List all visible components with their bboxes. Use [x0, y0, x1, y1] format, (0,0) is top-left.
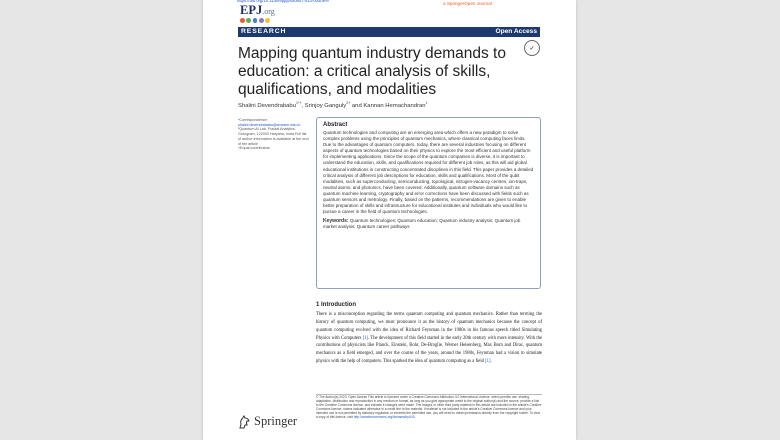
- logo-dot: [240, 18, 245, 23]
- introduction-heading: 1 Introduction: [316, 302, 356, 308]
- author-name[interactable]: Srinjoy Ganguly: [304, 102, 347, 109]
- keywords-list: Quantum technologies; Quantum education; Quantum industry analysis; Quantum job market analysis; Quantum career pathways: [323, 218, 521, 230]
- logo-dot: [265, 18, 270, 23]
- author-name[interactable]: Kannan Hemachandran: [363, 102, 426, 109]
- check-for-updates-icon[interactable]: ✓: [524, 40, 540, 56]
- keywords-label: Keywords:: [323, 218, 349, 225]
- author-name[interactable]: Shalini Devendrababu: [238, 102, 296, 109]
- reference-link[interactable]: [1]: [362, 335, 369, 341]
- doi-link[interactable]: https://doi.org/10.1140/epjqt/s40507-023-00409-6: [237, 0, 329, 3]
- affiliation-sidebar: [238, 118, 310, 151]
- equal-contributors-note: †Equal contributors: [238, 146, 270, 151]
- springer-wordmark: Springer: [254, 414, 298, 428]
- abstract-text: Quantum technologies and computing are an emerging area which offers a new paradigm to solve complex problems using the principles of quantum mechanics, where classical computing faces limits. Due to the advantages of quantum computers, today, there are several industries focusing on different aspects of quantum technologies based on their physics to explore the most efficient and useful platform for implementing applications. Since the scope of the quantum companies is diverse, it is important to understand the education, skills, and qualifications required for different job roles, as this will aid global educational institutions in constructing concentrated disciplines in this field. This paper provides a detailed critical analysis of different job descriptions for education, skills and qualifications. Most of the qubit modalities, such as superconducting, semiconducting, topological, nitrogen-vacancy centres, ion-traps, neutral atoms, and photonics, have been covered. Additionally, quantum software domains such as quantum machine learning, cryptography and error corrections have been discussed with fields such as quantum sensors and metrology. Finally, based on the patterns, recommendations are given to enable better preparation of skills and infrastructure for educational institutes and individuals who would like to pursue a career in the field of quantum technologies.: [323, 130, 534, 215]
- affiliation-text: ²Quantum AI Lab, Fractal Analytics, Gurugram, 122003 Haryana, India Full list of author information is available at the end of the article: [238, 127, 309, 146]
- article-page: [203, 0, 576, 440]
- springer-horse-icon: [238, 415, 251, 429]
- correspondence-email-link[interactable]: shalini.devendrababu@woxsen.edu.in: [238, 122, 301, 127]
- author-list: Shalini Devendrababu$^{1*\dagger}$, Srinjoy Ganguly$^{2\dagger}$ and Kannan Hemachandran$^1$: [238, 101, 428, 109]
- springeropen-brand: a SpringerOpen Journal: [443, 1, 492, 6]
- research-label: RESEARCH: [241, 28, 287, 35]
- logo-dot: [246, 18, 251, 23]
- correspondence-label: *Correspondence:: [238, 118, 268, 122]
- epj-logo-dots: [240, 18, 270, 23]
- abstract-box: [316, 117, 541, 289]
- article-title: Mapping quantum industry demands to education: a critical analysis of skills, qualifications, and modalities: [238, 45, 506, 98]
- logo-dot: [259, 18, 264, 23]
- logo-dot: [253, 18, 258, 23]
- open-access-label: Open Access: [495, 28, 537, 35]
- section-bar: [238, 27, 540, 37]
- license-link[interactable]: http://creativecommons.org/licenses/by/4.0/.: [353, 414, 416, 419]
- epj-logo: EPJ.org: [240, 3, 275, 17]
- abstract-heading: Abstract: [323, 122, 348, 128]
- introduction-paragraph: There is a misconception regarding the terms quantum computing and quantum mechanics. Rather than terming the history of quantum computing, we must pronounce it as the history of quantum mechanics because the concept of quantum computing evolved with the idea of Richard Feynman in the 1980s in his famous speech titled Simulating Physics with Computers [1]. The development of this field started in the early 20th century with more intensity. With the contributions of physicists like Planck, Einstein, Bohr, De-Broglie, Werner Heisenberg, Max Born and Dirac, quantum mechanics as a field emerged, and over the course of the years, around the 1980s, Feynman had a vision to simulate physics with the help of computers. This sparked the idea of quantum computing as a field [1].: [316, 312, 543, 365]
- license-notice: © The Author(s) 2023. Open Access This article is licensed under a Creative Commons Attribution 4.0 International License, which permits use, sharing, adaptation, distribution and reproduction in any medium or format, as long as you give appropriate credit to the original author(s) and the source, provide a link to the Creative Commons licence, and indicate if changes were made. The images or other third party material in this article are included in the article's Creative Commons licence, unless indicated otherwise in a credit line to the material. If material is not included in the article's Creative Commons licence and your intended use is not permitted by statutory regulation or exceeds the permitted use, you will need to obtain permission directly from the copyright holder. To view a copy of this licence, visit http://creativecommons.org/licenses/by/4.0/.: [316, 395, 542, 419]
- keywords: [323, 218, 534, 230]
- springer-logo: [238, 414, 297, 429]
- reference-link[interactable]: [1]: [485, 359, 491, 365]
